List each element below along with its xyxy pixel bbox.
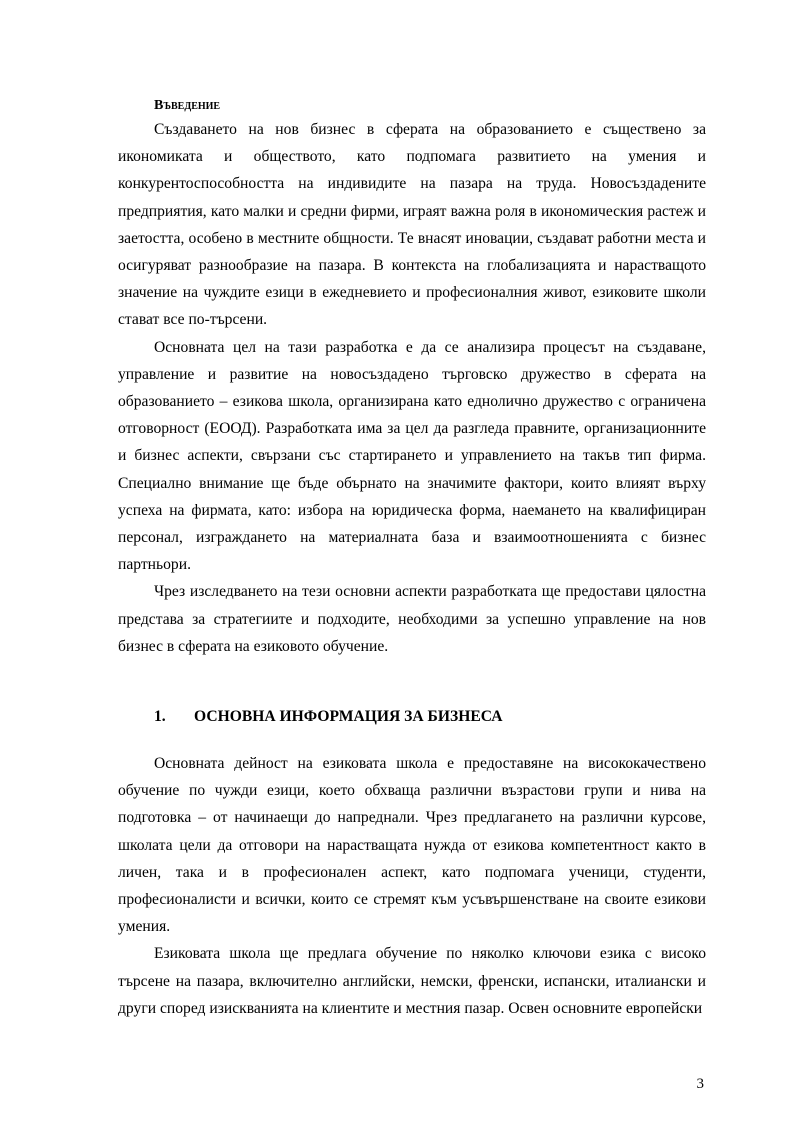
intro-heading: Въведение (154, 98, 221, 113)
section-1-paragraph-2: Езиковата школа ще предлага обучение по няколко ключови езика с високо търсене на пазара, включително английски, немски, френски, испански, италиански и други според изискванията на клиентите и местния пазар. Освен основните европейски (118, 945, 706, 1017)
section-1-number: 1. (154, 708, 166, 726)
section-1-paragraph-1: Основната дейност на езиковата школа е предоставяне на висококачествено обучение по чужди езици, което обхваща различни възрастови групи и нива на подготовка – от начинаещи до напреднали. Чрез предлагането на различни курсове, школата цели да отговори на нарастващата нужда от езикова компетентност както в личен, така и в професионален аспект, като подпомага ученици, студенти, професионалисти и всички, които се стремят към усъвършенстване на своите езикови умения. (118, 755, 706, 936)
section-1-title: ОСНОВНА ИНФОРМАЦИЯ ЗА БИЗНЕСА (194, 708, 503, 726)
intro-paragraph-3: Чрез изследването на тези основни аспекти разработката ще предостави цялостна представа за стратегиите и подходите, необходими за успешно управление на нов бизнес в сферата на езиковото обучение. (118, 583, 706, 655)
intro-paragraph-1: Създаването на нов бизнес в сферата на образованието е съществено за икономиката и обществото, като подпомага развитието на умения и конкурентоспособността на индивидите на пазара на труда. Новосъздадените предприятия, като малки и средни фирми, играят важна роля в икономическия растеж и заетостта, особено в местните общности. Те внасят иновации, създават работни места и осигуряват разнообразие на пазара. В контекста на глобализацията и нарастващото значение на чуждите езици в ежедневието и професионалния живот, езиковите школи стават все по-търсени. (118, 121, 706, 329)
page-number: 3 (696, 1076, 704, 1092)
page-content (118, 96, 706, 1022)
section-1-heading (154, 703, 706, 730)
intro-paragraph-2: Основната цел на тази разработка е да се анализира процесът на създаване, управление и развитие на новосъздадено търговско дружество в сферата на образованието – езикова школа, организирана като еднолично дружество с ограничена отговорност (ЕООД). Разработката има за цел да разгледа правните, организационните и бизнес аспекти, свързани със стартирането и управлението на такъв тип фирма. Специално внимание ще бъде обърнато на значимите фактори, които влияят върху успеха на фирмата, като: избора на юридическа форма, наемането на квалифициран персонал, изграждането на материалната база и взаимоотношенията с бизнес партньори. (118, 338, 706, 574)
